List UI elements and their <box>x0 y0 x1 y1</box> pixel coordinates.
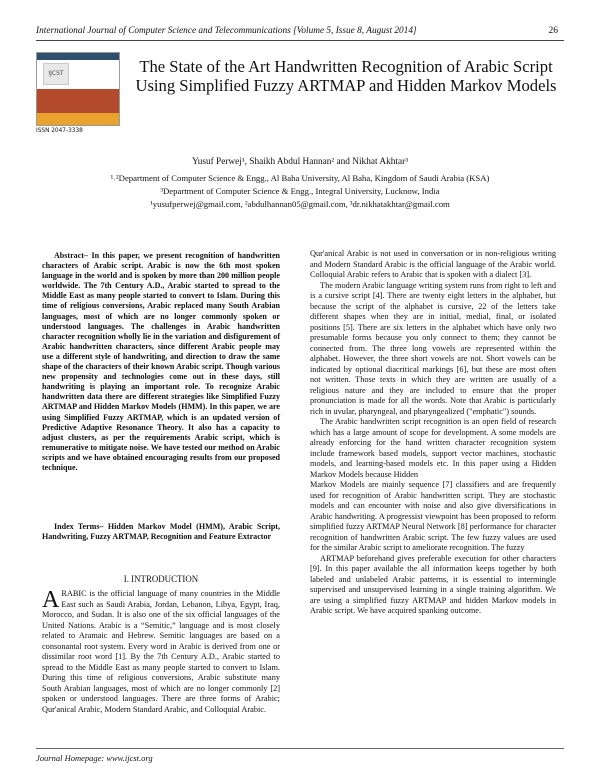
paper-title: The State of the Art Handwritten Recognition of Arabic Script Using Simplified Fuzzy ARTMAP and Hidden Markov Models <box>135 57 557 95</box>
affiliation-2: ³Department of Computer Science & Engg., Integral University, Lucknow, India <box>160 186 440 196</box>
cover-orange-band <box>37 113 119 125</box>
right-column <box>310 249 556 617</box>
cover-top-band <box>37 53 119 60</box>
journal-logo: IJCST <box>43 63 69 85</box>
author-emails: ¹yusufperwej@gmail.com, ²abdulhannan05@gmail.com, ³dr.nikhatakhtar@gmail.com <box>150 199 450 209</box>
page-number: 26 <box>548 26 558 36</box>
right-paragraph: ARTMAP beforehand gives preferable execution for other characters [9]. In this paper available the all information keeps together by both labeled and unlabeled Arabic patterns, it is essential to intermingle supervised and unsupervised learning in a single training algorithm. We are using a simplified fuzzy ARTMAP and hidden Markov models in Arabic script. We have acquired spanking outcome. <box>310 553 556 615</box>
issn-label: ISSN 2047-3338 <box>36 128 83 134</box>
drop-cap-letter: A <box>42 587 60 613</box>
journal-header: International Journal of Computer Science and Telecommunications [Volume 5, Issue 8, August 2014] <box>36 26 417 36</box>
journal-cover-image <box>36 52 120 126</box>
introduction-paragraph <box>42 589 280 715</box>
abstract-paragraph: Abstract– In this paper, we present recognition of handwritten characters of Arabic script. Arabic is now the 6th most spoken language in the world and is spoken by more than 200 million people worldwide. The 7th Century A.D., Arabic started to spread to the Middle East as many people started to convert to Islam. During this time of religious conversions, Arabic replaced many South Arabian languages, most of which are no longer commonly spoken or understood languages. The challenges in Arabic handwritten character recognition wholly lie in the variation and disfigurement of Arabic handwritten characters, since different Arabic people may use a different style of handwriting, and direction to draw the same shape of the characters of their known Arabic script. Though various new propensity and technologies come out in these days, still handwriting is playing an important role. To recognize Arabic handwritten data there are different strategies like Simplified Fuzzy ARTMAP and Hidden Markov Models (HMM). In this paper, we are using Simplified Fuzzy ARTMAP, which is an updated version of Predictive Adaptive Resonance Theory. It also has a capacity to adjust clusters, as per the requirements Arabic script, which is remunerative to mitigate noise. We have tested our method on Arabic scripts and we have obtained encouraging results from our proposed technique. <box>42 251 280 472</box>
right-paragraph: Markov Models are mainly sequence [7] classifiers and are frequently used for recognition of Arabic handwritten script. They are stochastic models and can encounter with noise and also give diversifications in Arabic handwriting. A progressist viewpoint has been proposed to reform simplified fuzzy ARTMAP Neural Network [8] performance for character recognition of handwritten Arabic script. The few fuzzy values are used for the similar Arabic script to ameliorate recognition. The fuzzy <box>310 480 556 552</box>
header-rule <box>36 40 564 41</box>
right-paragraph: Qur'anical Arabic is not used in conversation or in non-religious writing and Modern Standard Arabic is the official language of the Arabic world. Colloquial Arabic refers to Arabic that is spoken with a dialect [3]. <box>310 249 556 279</box>
introduction-heading: I. INTRODUCTION <box>123 574 199 584</box>
journal-homepage-footer: Journal Homepage: www.ijcst.org <box>36 753 153 763</box>
cover-red-band <box>37 89 119 113</box>
right-paragraph: The modern Arabic language writing system runs from right to left and is a cursive script [4]. There are twenty eight letters in the alphabet, but because the script of the alphabet is cursive, 22 of the letters take different shapes when they are in initial, medial, final, or isolated positions [5]. There are six letters in the alphabet which have only two presumable forms because you only connect to them; they cannot be connected from. The three long vowels are represented within the alphabet. However, the three short vowels are not. Short vowels can be indicated by optional diacritical markings [6], but these are most often not written. Those texts in which they are written are usually of a religious nature and they are included to ensure that the proper pronunciation is made for all the words. Note that Arabic is particularly rich in uvular, pharyngeal, and pharyngealized ("emphatic") sounds. <box>310 280 556 416</box>
affiliation-1: ¹˒²Department of Computer Science & Engg., Al Baha University, Al Baha, Kingdom of Saudi Arabia (KSA) <box>110 173 490 183</box>
paper-authors: Yusuf Perwej¹, Shaikh Abdul Hannan² and Nikhat Akhtar³ <box>192 157 408 167</box>
introduction-text: RABIC is the official language of many countries in the Middle East such as Saudi Arabia, Jordan, Lebanon, Libya, Egypt, Iraq, Morocco, and Sudan. It is also one of the six official languages of the United Nations. Arabic is a “Semitic,” language and is most closely related to Aramaic and Hebrew. Semitic languages are based on a consonantal root system. Every word in Arabic is derived from one or dissimilar root word [1]. By the 7th Century A.D., Arabic started to spread to the Middle East as many people started to convert to Islam. During this time of religious conversions, Arabic substitute many South Arabian languages, most of which are no longer commonly [2] spoken or understood languages. There are three forms of Arabic; Qur'anical Arabic, Modern Standard Arabic, and Colloquial Arabic. <box>42 589 280 714</box>
footer-rule <box>36 748 564 749</box>
index-terms-paragraph: Index Terms– Hidden Markov Model (HMM), Arabic Script, Handwriting, Fuzzy ARTMAP, Recognition and Feature Extractor <box>42 522 280 542</box>
right-paragraph: The Arabic handwritten script recognition is an open field of research which has a large amount of scope for development. A some models are already enforcing for the hand written character recognition system include framework based models, support vector machines, stochastic models, and learning-based models etc. In this paper using a Hidden Markov Models because Hidden <box>310 417 556 479</box>
